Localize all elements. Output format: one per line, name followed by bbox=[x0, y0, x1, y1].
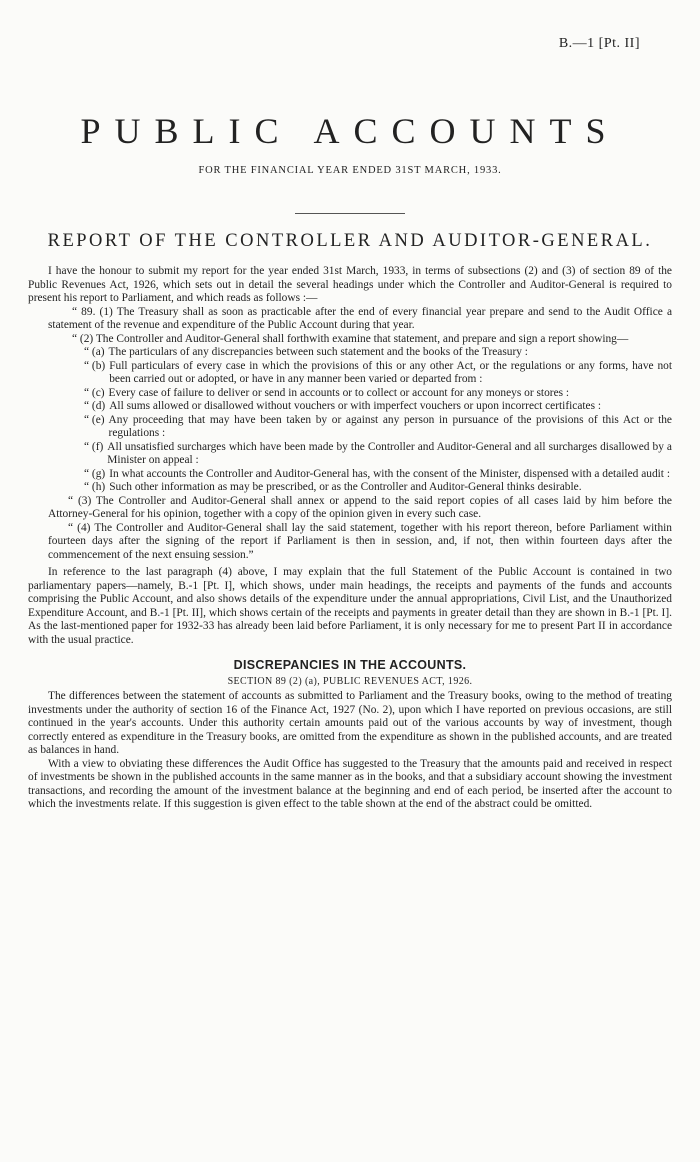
list-item bbox=[84, 414, 672, 441]
reference-paragraph: In reference to the last paragraph (4) above, I may explain that the full Statement of the Public Account is contained in two parliamentary papers—namely, B.-1 [Pt. I], which shows, under main headings, the receipts and payments of the funds and accounts comprising the Public Account, and also shows details of the expenditure under the annual appropriations, Civil List, and the Unauthorized Expenditure Account, and B.-1 [Pt. II], which shows certain of the receipts and payments in greater detail than they are shown in B.-1 [Pt. I]. As the last-mentioned paper for 1932-33 has already been laid before Parliament, it is only necessary for me to present Part II in accordance with the usual practice. bbox=[28, 566, 672, 646]
item-label: “ (a) bbox=[84, 346, 105, 358]
title-divider bbox=[295, 213, 405, 214]
list-item bbox=[84, 400, 672, 414]
document-body bbox=[28, 265, 672, 812]
document-subtitle: FOR THE FINANCIAL YEAR ENDED 31ST MARCH, 1933. bbox=[198, 165, 502, 176]
document-reference: B.—1 [Pt. II] bbox=[558, 36, 640, 51]
section-heading: DISCREPANCIES IN THE ACCOUNTS. bbox=[233, 658, 467, 672]
section-paragraph: With a view to obviating these differences the Audit Office has suggested to the Treasury that the amounts paid and received in respect of investments be shown in the published accounts in the same manner as in the books, and that a subsidiary account showing the investment transactions, and recording the amount of the investment balance at the beginning and end of each period, be inserted after the account to which the investments relate. If this suggestion is given effect to the table shown at the end of the abstract could be omitted. bbox=[28, 757, 672, 810]
list-item bbox=[84, 468, 672, 482]
item-text: All unsatisfied surcharges which have been made by the Controller and Auditor-General and all surcharges disallowed by a Minister on appeal : bbox=[107, 440, 672, 466]
item-label: “ (d) bbox=[84, 400, 106, 412]
item-text: Such other information as may be prescribed, or as the Controller and Auditor-General thinks desirable. bbox=[109, 481, 582, 493]
list-item bbox=[84, 387, 672, 401]
provision-list bbox=[28, 346, 672, 495]
intro-paragraph: I have the honour to submit my report for the year ended 31st March, 1933, in terms of subsections (2) and (3) of section 89 of the Public Revenues Act, 1926, which sets out in detail the several headings under which the Controller and Auditor-General is required to present his report to Parliament, and which reads as follows :— bbox=[28, 265, 672, 304]
item-text: Any proceeding that may have been taken by or against any person in pursuance of the provisions of this Act or the regulations : bbox=[108, 413, 672, 439]
section-subheading: SECTION 89 (2) (a), PUBLIC REVENUES ACT, 1926. bbox=[227, 675, 473, 687]
item-label: “ (g) bbox=[84, 467, 106, 480]
item-label: “ (c) bbox=[84, 386, 105, 399]
list-item bbox=[84, 441, 672, 468]
quote-section-89-2: “ (2) The Controller and Auditor-General shall forthwith examine that statement, and prepare and sign a report showing— bbox=[72, 332, 629, 345]
list-item bbox=[84, 481, 672, 495]
item-text: The particulars of any discrepancies between such statement and the books of the Treasury : bbox=[108, 346, 528, 358]
report-heading: REPORT OF THE CONTROLLER AND AUDITOR-GENERAL. bbox=[47, 231, 653, 251]
item-label: “ (f) bbox=[84, 440, 104, 453]
item-text: In what accounts the Controller and Auditor-General has, with the consent of the Minister, dispensed with a detailed audit : bbox=[109, 467, 670, 480]
list-item bbox=[84, 346, 672, 360]
item-label: “ (e) bbox=[84, 413, 105, 426]
quote-section-89-4: “ (4) The Controller and Auditor-General shall lay the said statement, together with his report thereon, before Parliament within fourteen days after the signing of the report if Parliament is then in session, and, if not, then within fourteen days after the commencement of the next ensuing session.” bbox=[48, 521, 672, 561]
section-paragraph: The differences between the statement of accounts as submitted to Parliament and the Treasury books, owing to the method of treating investments under the authority of section 16 of the Finance Act, 1927 (No. 2), upon which I have reported on previous occasions, are still continued in the year's accounts. Under this authority certain amounts paid out of the various accounts by way of investment, though correctly entered as expenditure in the Treasury books, are omitted from the expenditure as shown in the published accounts, and are treated as balances in hand. bbox=[28, 690, 672, 756]
item-label: “ (b) bbox=[84, 359, 106, 372]
document-title: PUBLIC ACCOUNTS bbox=[80, 111, 620, 151]
quote-section-89-3: “ (3) The Controller and Auditor-General shall annex or append to the said report copies of all cases laid by him before the Attorney-General for his opinion, together with a copy of the opinion given in every such case. bbox=[48, 494, 672, 520]
list-item bbox=[84, 360, 672, 387]
item-text: Every case of failure to deliver or send in accounts or to collect or account for any moneys or stores : bbox=[108, 386, 570, 399]
item-label: “ (h) bbox=[84, 481, 106, 493]
item-text: All sums allowed or disallowed without vouchers or with imperfect vouchers or upon incorrect certificates : bbox=[109, 400, 602, 412]
item-text: Full particulars of every case in which the provisions of this or any other Act, or the regulations or any forms, have not been carried out or adopted, or have in any manner been varied or departed from : bbox=[109, 359, 672, 385]
quote-section-89-1: “ 89. (1) The Treasury shall as soon as practicable after the end of every financial year prepare and send to the Audit Office a statement of the revenue and expenditure of the Public Account during that year. bbox=[48, 305, 672, 331]
